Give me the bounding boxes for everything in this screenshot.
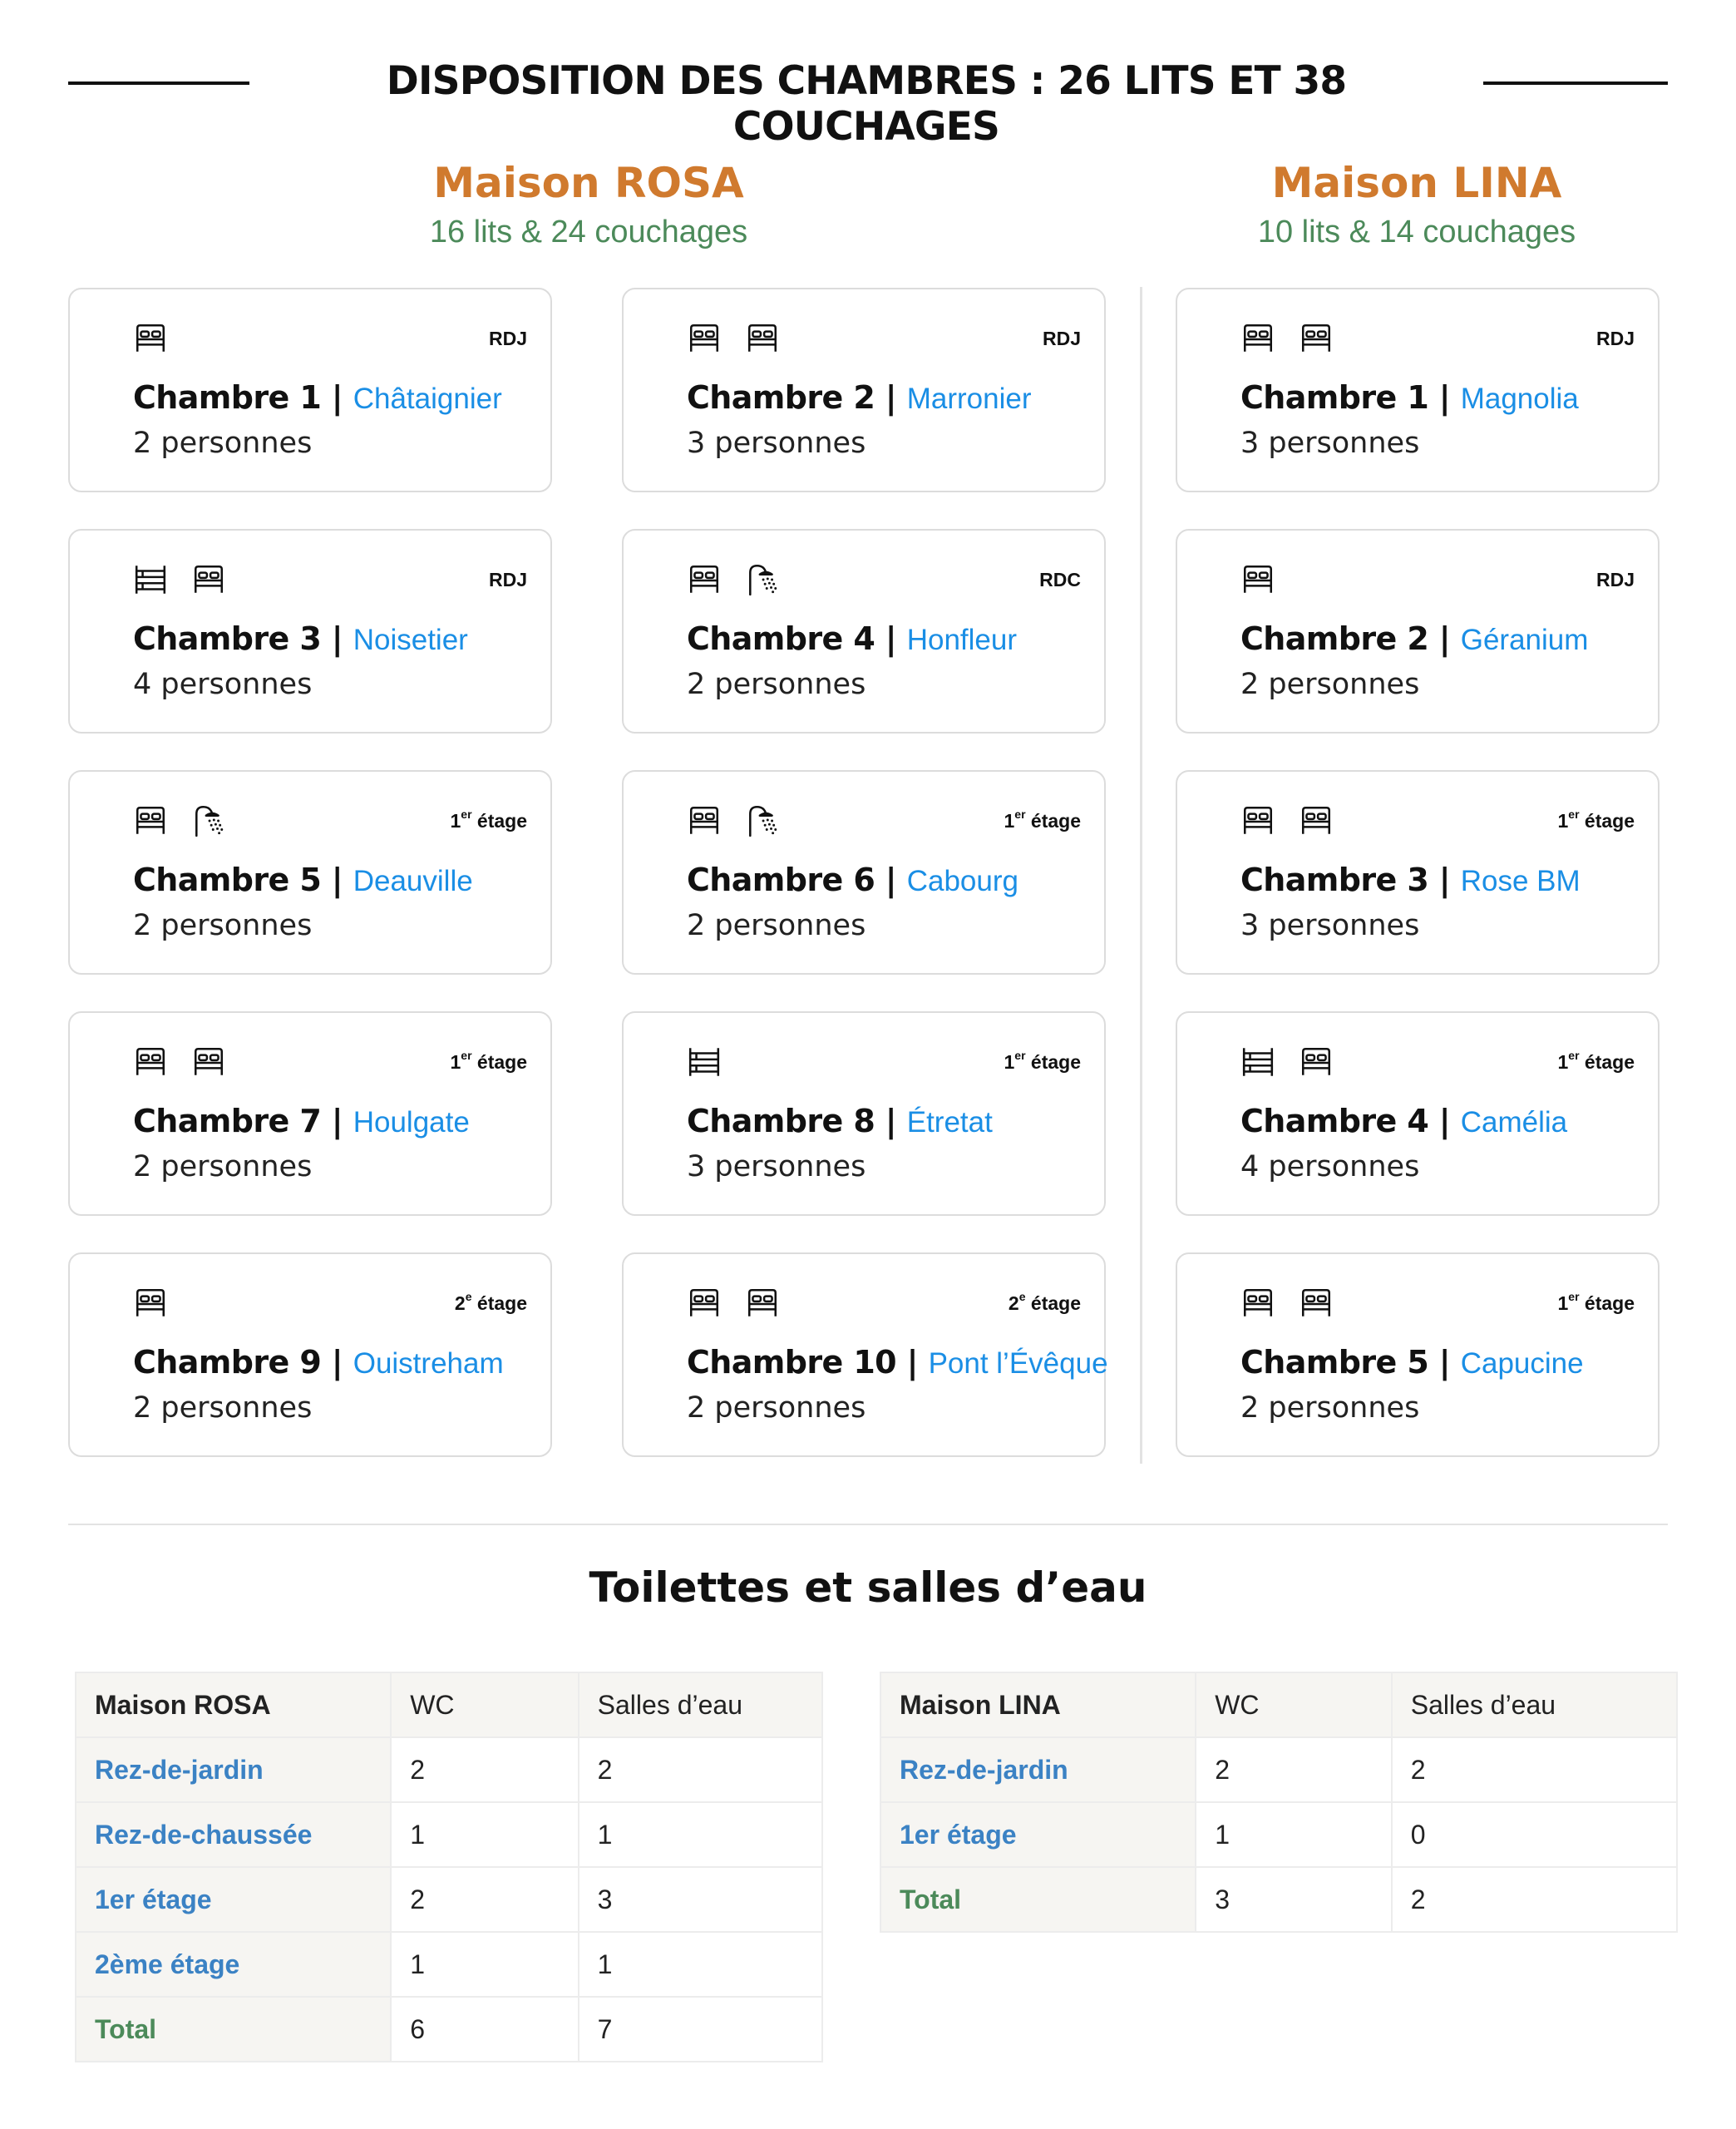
room-capacity: 2 personnes <box>687 668 866 701</box>
lina-bath-table <box>880 1672 1678 1933</box>
room-capacity: 2 personnes <box>133 909 313 942</box>
room-title <box>687 379 1099 416</box>
shower-icon <box>745 562 780 599</box>
table-cell: 1 <box>579 1802 822 1867</box>
table-column-header: WC <box>391 1672 578 1737</box>
floor-label <box>450 1051 527 1074</box>
bed-icon <box>687 1286 722 1322</box>
room-icons <box>687 1286 780 1322</box>
room-title <box>1240 1344 1653 1381</box>
floor-label: RDJ <box>1595 328 1635 349</box>
room-nickname: Rose BM <box>1460 865 1581 897</box>
room-card <box>1176 529 1660 734</box>
table-cell: 7 <box>579 1997 822 2062</box>
room-name: Chambre 1 <box>1240 379 1429 416</box>
shower-icon <box>745 803 780 840</box>
floor-label <box>450 810 527 832</box>
title-separator: | <box>875 862 907 898</box>
room-capacity: 3 personnes <box>1240 909 1420 942</box>
house-heading-rosa <box>331 158 846 253</box>
room-icons <box>687 562 780 599</box>
bed-icon <box>1299 1045 1334 1081</box>
room-nickname: Marronier <box>906 383 1032 415</box>
row-label: 1er étage <box>880 1802 1196 1867</box>
room-icons <box>133 321 168 358</box>
floor-number: 1 <box>450 810 461 832</box>
room-icons <box>133 803 226 840</box>
room-name: Chambre 3 <box>1240 862 1429 898</box>
room-nickname: Camélia <box>1460 1106 1568 1139</box>
room-title <box>1240 379 1653 416</box>
bed-icon <box>133 321 168 358</box>
room-title <box>687 862 1099 898</box>
room-nickname: Ouistreham <box>353 1347 504 1380</box>
floor-label <box>1557 810 1635 832</box>
bunk-bed-icon <box>687 1045 722 1081</box>
table-column-header: Salles d’eau <box>579 1672 822 1737</box>
bed-icon <box>687 321 722 358</box>
table-row <box>880 1802 1677 1867</box>
floor-number: 1 <box>1557 810 1569 832</box>
floor-word: étage <box>471 1292 527 1314</box>
room-title <box>687 1103 1099 1139</box>
shower-icon <box>191 803 226 840</box>
floor-label: RDJ <box>488 569 527 590</box>
table-row <box>76 1802 822 1867</box>
house-summary: 10 lits & 14 couchages <box>1257 215 1576 249</box>
bed-icon <box>1299 321 1334 358</box>
floor-label: RDJ <box>1595 569 1635 590</box>
table-cell: 2 <box>391 1737 578 1802</box>
floor-number: 1 <box>1557 1051 1569 1073</box>
house-summary: 16 lits & 24 couchages <box>429 215 748 249</box>
bath-section-title: Toilettes et salles d’eau <box>589 1563 1147 1612</box>
bed-icon <box>1299 803 1334 840</box>
table-row <box>76 1932 822 1997</box>
floor-number: 2 <box>454 1292 466 1314</box>
table-cell: 2 <box>391 1867 578 1932</box>
floor-label <box>1009 1292 1081 1315</box>
row-label: Rez-de-jardin <box>880 1737 1196 1802</box>
floor-label <box>1557 1292 1635 1315</box>
row-label: Rez-de-chaussée <box>76 1802 391 1867</box>
room-nickname: Capucine <box>1460 1347 1584 1380</box>
room-nickname: Châtaignier <box>353 383 502 415</box>
table-cell: 1 <box>391 1802 578 1867</box>
title-separator: | <box>1428 862 1461 898</box>
room-capacity: 2 personnes <box>1240 668 1420 701</box>
house-name: Maison LINA <box>1271 159 1562 207</box>
floor-word: étage <box>471 1051 527 1073</box>
row-label: 2ème étage <box>76 1932 391 1997</box>
house-name: Maison ROSA <box>433 159 744 207</box>
floor-label <box>1557 1051 1635 1074</box>
room-capacity: 4 personnes <box>1240 1150 1420 1183</box>
table-cell: 1 <box>391 1932 578 1997</box>
room-name: Chambre 8 <box>687 1103 875 1139</box>
floor-ordinal: er <box>1568 808 1580 821</box>
room-card <box>622 529 1106 734</box>
room-title <box>1240 862 1653 898</box>
title-separator: | <box>321 620 353 657</box>
room-icons <box>1240 562 1275 599</box>
floor-ordinal: er <box>461 1049 472 1062</box>
floor-word: étage <box>471 810 527 832</box>
title-separator: | <box>1428 1344 1461 1381</box>
bed-icon <box>687 803 722 840</box>
bed-icon <box>1240 803 1275 840</box>
table-house-header: Maison LINA <box>880 1672 1196 1737</box>
title-separator: | <box>1428 1103 1461 1139</box>
room-capacity: 2 personnes <box>687 1391 866 1425</box>
title-separator: | <box>875 379 907 416</box>
floor-label <box>455 1292 527 1315</box>
room-icons <box>687 803 780 840</box>
house-heading-lina <box>1167 158 1666 253</box>
room-card <box>68 770 552 975</box>
room-card <box>1176 1011 1660 1216</box>
floor-word: étage <box>1579 1051 1635 1073</box>
table-row <box>880 1737 1677 1802</box>
title-separator: | <box>321 862 353 898</box>
bed-icon <box>191 1045 226 1081</box>
bed-icon <box>133 1286 168 1322</box>
room-nickname: Géranium <box>1460 624 1589 656</box>
room-icons <box>133 1045 226 1081</box>
room-title <box>133 1103 545 1139</box>
room-card <box>68 1011 552 1216</box>
table-row <box>76 1867 822 1932</box>
room-nickname: Pont l’Évêque <box>928 1347 1108 1380</box>
floor-number: 2 <box>1008 1292 1019 1314</box>
floor-word: étage <box>1025 1051 1081 1073</box>
room-capacity: 3 personnes <box>687 427 866 460</box>
row-label: Rez-de-jardin <box>76 1737 391 1802</box>
floor-label: RDC <box>1039 569 1081 590</box>
room-name: Chambre 9 <box>133 1344 322 1381</box>
bed-icon <box>133 1045 168 1081</box>
room-name: Chambre 3 <box>133 620 322 657</box>
room-title <box>1240 1103 1653 1139</box>
room-card <box>622 288 1106 492</box>
floor-word: étage <box>1579 810 1635 832</box>
bunk-bed-icon <box>1240 1045 1275 1081</box>
room-nickname: Magnolia <box>1460 383 1579 415</box>
floor-ordinal: er <box>1014 808 1026 821</box>
table-row <box>76 1737 822 1802</box>
room-nickname: Honfleur <box>906 624 1018 656</box>
floor-number: 1 <box>1557 1292 1569 1314</box>
room-card <box>1176 770 1660 975</box>
floor-ordinal: er <box>1014 1049 1026 1062</box>
title-separator: | <box>896 1344 929 1381</box>
room-title <box>687 1344 1108 1381</box>
floor-word: étage <box>1025 810 1081 832</box>
room-title <box>133 1344 545 1381</box>
section-divider <box>68 1524 1668 1525</box>
room-name: Chambre 7 <box>133 1103 322 1139</box>
header-rule-left <box>68 82 249 85</box>
floor-ordinal: er <box>1568 1049 1580 1062</box>
floor-label <box>1004 1051 1081 1074</box>
room-nickname: Houlgate <box>353 1106 470 1139</box>
room-nickname: Cabourg <box>906 865 1018 897</box>
room-name: Chambre 5 <box>1240 1344 1429 1381</box>
title-separator: | <box>321 379 353 416</box>
table-cell: 3 <box>579 1867 822 1932</box>
floor-number: 1 <box>1004 1051 1015 1073</box>
row-label: 1er étage <box>76 1867 391 1932</box>
room-card <box>622 770 1106 975</box>
floor-word: étage <box>1025 1292 1081 1314</box>
room-name: Chambre 1 <box>133 379 322 416</box>
floor-ordinal: e <box>1018 1290 1026 1303</box>
room-capacity: 2 personnes <box>133 1391 313 1425</box>
room-card <box>68 288 552 492</box>
bed-icon <box>133 803 168 840</box>
room-icons <box>133 1286 168 1322</box>
bed-icon <box>1240 1286 1275 1322</box>
bed-icon <box>1240 562 1275 599</box>
room-title <box>133 620 545 657</box>
table-cell: 2 <box>1196 1737 1392 1802</box>
table-cell: 2 <box>1392 1737 1677 1802</box>
room-icons <box>1240 1286 1334 1322</box>
table-header-row <box>76 1672 822 1737</box>
page-title: DISPOSITION DES CHAMBRES : 26 LITS ET 38 COUCHAGES <box>386 58 1347 150</box>
floor-word: étage <box>1579 1292 1635 1314</box>
floor-number: 1 <box>450 1051 461 1073</box>
bed-icon <box>745 1286 780 1322</box>
room-title <box>1240 620 1653 657</box>
room-name: Chambre 4 <box>1240 1103 1429 1139</box>
room-card <box>1176 288 1660 492</box>
title-separator: | <box>875 1103 907 1139</box>
table-row <box>76 1997 822 2062</box>
title-separator: | <box>321 1344 353 1381</box>
room-capacity: 2 personnes <box>1240 1391 1420 1425</box>
floor-number: 1 <box>1004 810 1015 832</box>
room-name: Chambre 2 <box>687 379 875 416</box>
table-column-header: Salles d’eau <box>1392 1672 1677 1737</box>
room-nickname: Étretat <box>906 1106 993 1139</box>
room-nickname: Noisetier <box>353 624 468 656</box>
floor-label: RDJ <box>488 328 527 349</box>
table-cell: 1 <box>1196 1802 1392 1867</box>
bunk-bed-icon <box>133 562 168 599</box>
table-cell: 6 <box>391 1997 578 2062</box>
room-title <box>133 862 545 898</box>
room-title <box>687 620 1099 657</box>
room-capacity: 3 personnes <box>1240 427 1420 460</box>
room-name: Chambre 6 <box>687 862 875 898</box>
room-card <box>622 1252 1106 1457</box>
table-cell: 3 <box>1196 1867 1392 1932</box>
floor-label: RDJ <box>1042 328 1081 349</box>
room-capacity: 2 personnes <box>133 427 313 460</box>
room-icons <box>687 321 780 358</box>
table-house-header: Maison ROSA <box>76 1672 391 1737</box>
room-capacity: 2 personnes <box>687 909 866 942</box>
room-nickname: Deauville <box>353 865 473 897</box>
header-rule-right <box>1483 82 1668 85</box>
title-separator: | <box>1428 379 1461 416</box>
title-separator: | <box>321 1103 353 1139</box>
room-icons <box>687 1045 722 1081</box>
floor-label <box>1004 810 1081 832</box>
bed-icon <box>745 321 780 358</box>
room-name: Chambre 4 <box>687 620 875 657</box>
row-label: Total <box>880 1867 1196 1932</box>
bed-icon <box>1299 1286 1334 1322</box>
room-title <box>133 379 545 416</box>
floor-ordinal: er <box>461 808 472 821</box>
table-header-row <box>880 1672 1677 1737</box>
table-row <box>880 1867 1677 1932</box>
room-capacity: 2 personnes <box>133 1150 313 1183</box>
floor-ordinal: er <box>1568 1290 1580 1303</box>
room-card <box>68 1252 552 1457</box>
room-card <box>1176 1252 1660 1457</box>
room-capacity: 4 personnes <box>133 668 313 701</box>
row-label: Total <box>76 1997 391 2062</box>
bed-icon <box>687 562 722 599</box>
room-capacity: 3 personnes <box>687 1150 866 1183</box>
column-divider <box>1140 287 1142 1464</box>
floor-ordinal: e <box>465 1290 472 1303</box>
room-card <box>622 1011 1106 1216</box>
bed-icon <box>191 562 226 599</box>
title-separator: | <box>875 620 907 657</box>
room-icons <box>1240 321 1334 358</box>
bed-icon <box>1240 321 1275 358</box>
room-icons <box>1240 1045 1334 1081</box>
page-header <box>0 52 1736 150</box>
room-card <box>68 529 552 734</box>
table-cell: 2 <box>1392 1867 1677 1932</box>
room-icons <box>1240 803 1334 840</box>
table-cell: 2 <box>579 1737 822 1802</box>
room-name: Chambre 10 <box>687 1344 897 1381</box>
room-name: Chambre 5 <box>133 862 322 898</box>
table-cell: 0 <box>1392 1802 1677 1867</box>
table-column-header: WC <box>1196 1672 1392 1737</box>
room-icons <box>133 562 226 599</box>
table-cell: 1 <box>579 1932 822 1997</box>
rosa-bath-table <box>75 1672 823 2062</box>
room-name: Chambre 2 <box>1240 620 1429 657</box>
title-separator: | <box>1428 620 1461 657</box>
